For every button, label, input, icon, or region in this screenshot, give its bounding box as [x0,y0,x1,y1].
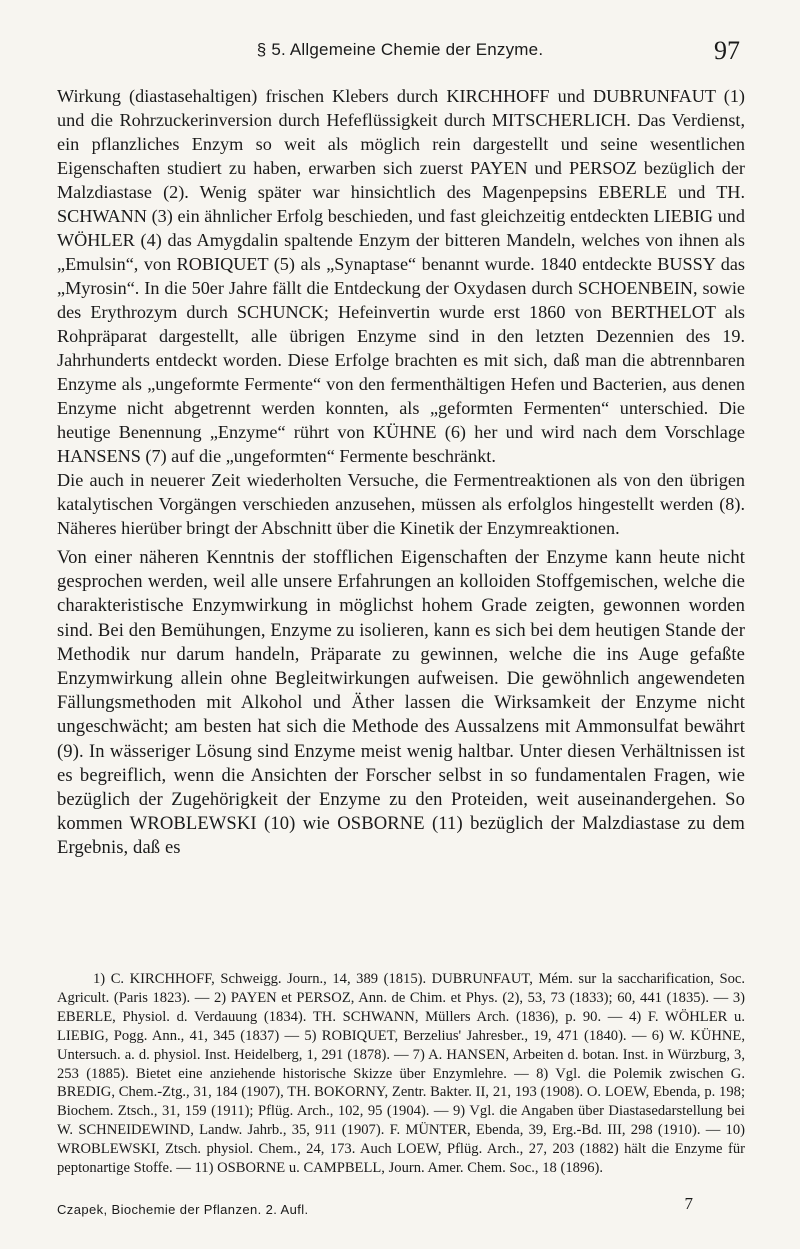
page-header [60,36,740,70]
page-number: 97 [714,36,740,65]
footnotes [57,970,745,1178]
sheet-signature: 7 [684,1194,693,1213]
paragraph-properties: Von einer näheren Kenntnis der stofflichen Eigenschaften der Enzyme kann heute nicht gesprochen werden, weil alle unsere Erfahrungen an kolloiden Stoffgemischen, welche die charakteristische Enzymwirkung in möglichst hohem Grade zeigten, gewonnen worden sind. Bei den Bemühungen, Enzyme zu isolieren, kann es sich bei dem heutigen Stande der Methodik nur darum handeln, Präparate zu gewinnen, welche die ins Auge gefaßte Enzymwirkung allein ohne Begleitwirkungen aufweisen. Die gewöhnlich angewendeten Fällungsmethoden mit Alkohol und Äther lassen die Wirksamkeit der Enzyme nicht ungeschwächt; am besten hat sich die Methode des Aussalzens mit Ammonsulfat bewährt (9). In wässeriger Lösung sind Enzyme meist wenig haltbar. Unter diesen Verhältnissen ist es begreiflich, wenn die Ansichten der Forscher selbst in so fundamentalen Fragen, wie bezüglich der Zugehörigkeit der Enzyme zu den Proteiden, weit auseinandergehen. So kommen WROBLEWSKI (10) wie OSBORNE (11) bezüglich der Malzdiastase zu dem Ergebnis, daß es [57,547,745,859]
paragraph-catalysis: Die auch in neuerer Zeit wiederholten Versuche, die Fermentreaktionen als von den übrigen katalytischen Vorgängen verschieden anzusehen, müssen als erfolglos hingestellt werden (8). Näheres hierüber bringt der Abschnitt über die Kinetik der Enzymreaktionen. [57,470,745,538]
body-text [57,84,745,861]
running-head: § 5. Allgemeine Chemie der Enzyme. [256,40,544,59]
paragraph-history: Wirkung (diastasehaltigen) frischen Klebers durch KIRCHHOFF und DUBRUNFAUT (1) und die Rohrzuckerinversion durch Hefeflüssigkeit durch MITSCHERLICH. Das Verdienst, ein pflanzliches Enzym so weit als möglich rein dargestellt und seine wesentlichen Eigenschaften studiert zu haben, erwarben sich zuerst PAYEN und PERSOZ bezüglich der Malzdiastase (2). Wenig später war hinsichtlich des Magenpepsins EBERLE und TH. SCHWANN (3) ein ähnlicher Erfolg beschieden, und fast gleichzeitig entdeckten LIEBIG und WÖHLER (4) das Amygdalin spaltende Enzym der bitteren Mandeln, welches von ihnen als „Emulsin“, von ROBIQUET (5) als „Synaptase“ benannt wurde. 1840 entdeckte BUSSY das „Myrosin“. In die 50er Jahre fällt die Entdeckung der Oxydasen durch SCHOENBEIN, sowie des Erythrozym durch SCHUNCK; Hefeinvertin wurde erst 1860 von BERTHELOT als Rohpräparat dargestellt, alle übrigen Enzyme sind in den letzten Dezennien des 19. Jahrhunderts entdeckt worden. Diese Erfolge brachten es mit sich, daß man die abtrennbaren Enzyme als „ungeformte Fermente“ von den fermenthältigen Hefen und Bacterien, aus denen Enzyme nicht abgetrennt werden konnten, als „geformten Fermenten“ unterschied. Die heutige Benennung „Enzyme“ rührt von KÜHNE (6) her und wird nach dem Vorschlage HANSENS (7) auf die „ungeformten“ Fermente beschränkt. [57,86,745,466]
page-footer [57,1194,745,1224]
footnote-block: 1) C. KIRCHHOFF, Schweigg. Journ., 14, 389 (1815). DUBRUNFAUT, Mém. sur la saccharification, Soc. Agricult. (Paris 1823). — 2) PAYEN et PERSOZ, Ann. de Chim. et Phys. (2), 53, 73 (1833); 60, 441 (1835). — 3) EBERLE, Physiol. d. Verdauung (1834). TH. SCHWANN, Müllers Arch. (1836), p. 90. — 4) F. WÖHLER u. LIEBIG, Pogg. Ann., 41, 345 (1837) — 5) ROBIQUET, Berzelius' Jahresber., 19, 471 (1840). — 6) W. KÜHNE, Untersuch. a. d. physiol. Inst. Heidelberg, 1, 291 (1878). — 7) A. HANSEN, Arbeiten d. botan. Inst. in Würzburg, 3, 253 (1885). Bietet eine anziehende historische Skizze über Enzymlehre. — 8) Vgl. die Polemik zwischen G. BREDIG, Chem.-Ztg., 31, 184 (1907), TH. BOKORNY, Zentr. Bakter. II, 21, 193 (1908). O. LOEW, Ebenda, p. 198; Biochem. Ztsch., 31, 159 (1911); Pflüg. Arch., 102, 95 (1904). — 9) Vgl. die Angaben über Diastasedarstellung bei W. SCHNEIDEWIND, Landw. Jahrb., 35, 911 (1907). F. MÜNTER, Ebenda, 39, Erg.-Bd. III, 298 (1910). — 10) WROBLEWSKI, Ztsch. physiol. Chem., 24, 173. Auch LOEW, Pflüg. Arch., 27, 203 (1882) hält die Enzyme für peptonartige Stoffe. — 11) OSBORNE u. CAMPBELL, Journ. Amer. Chem. Soc., 18 (1896). [57,971,745,1177]
book-imprint: Czapek, Biochemie der Pflanzen. 2. Aufl. [57,1202,309,1217]
